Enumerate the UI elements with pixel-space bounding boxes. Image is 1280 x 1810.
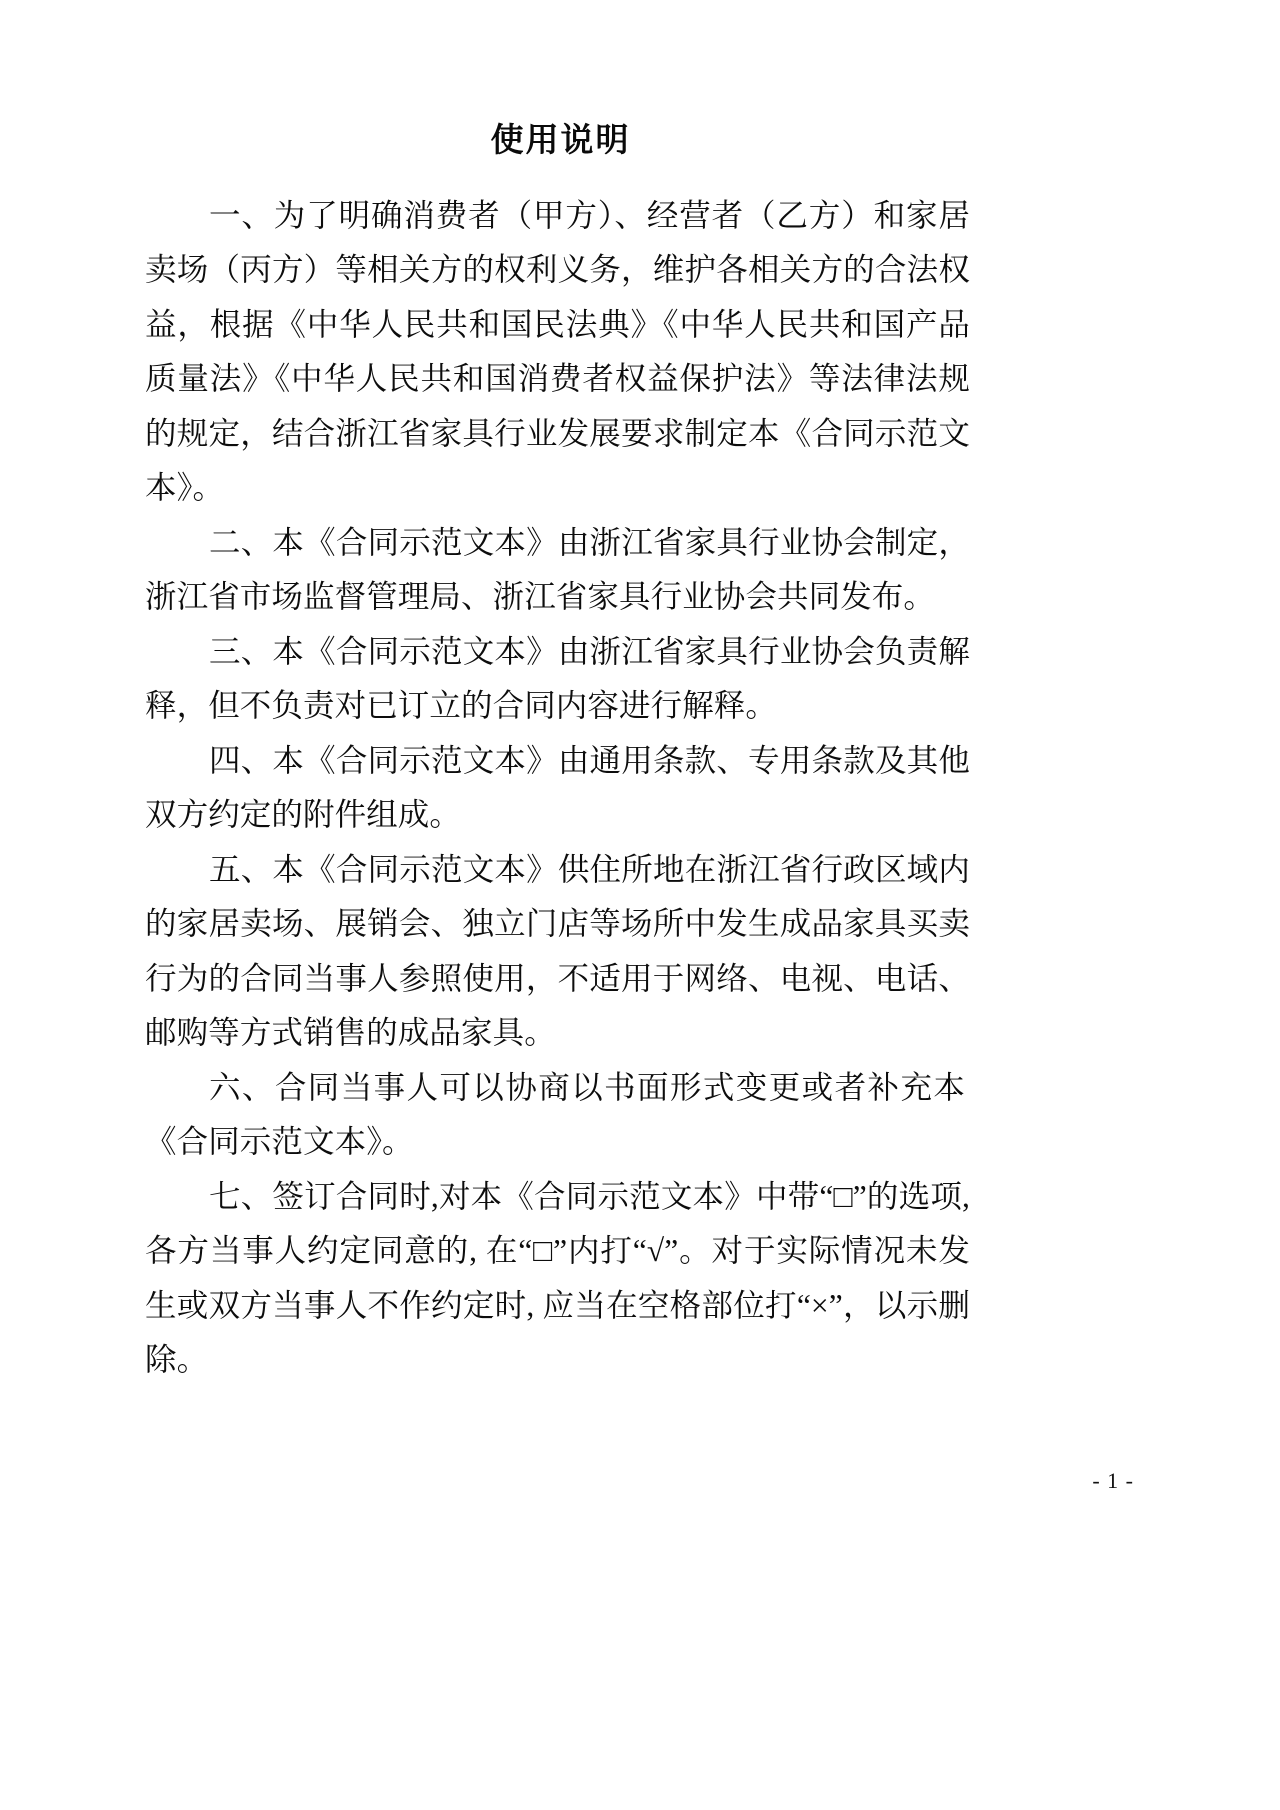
instruction-paragraph-3: 三、本《合同示范文本》由浙江省家具行业协会负责解释，但不负责对已订立的合同内容进行解释。 xyxy=(145,633,970,724)
instruction-paragraph-1: 一、为了明确消费者（甲方）、经营者（乙方）和家居卖场（丙方）等相关方的权利义务，维护各相关方的合法权益，根据《中华人民共和国民法典》《中华人民共和国产品质量法》《中华人民共和国消费者权益保护法》等法律法规的规定，结合浙江省家具行业发展要求制定本《合同示范文本》。 xyxy=(145,197,970,506)
instruction-paragraph-list xyxy=(145,189,970,1388)
instruction-paragraph-7: 七、签订合同时,对本《合同示范文本》中带“□”的选项, 各方当事人约定同意的, 在“□”内打“√”。对于实际情况未发生或双方当事人不作约定时, 应当在空格部位打“×”，以示删除。 xyxy=(145,1178,970,1378)
page-content xyxy=(145,118,970,1388)
instruction-paragraph-5: 五、本《合同示范文本》供住所地在浙江省行政区域内的家居卖场、展销会、独立门店等场所中发生成品家具买卖行为的合同当事人参照使用，不适用于网络、电视、电话、邮购等方式销售的成品家具。 xyxy=(145,851,970,1051)
page-title: 使用说明 xyxy=(490,121,631,158)
instruction-paragraph-2: 二、本《合同示范文本》由浙江省家具行业协会制定，浙江省市场监督管理局、浙江省家具行业协会共同发布。 xyxy=(145,524,970,615)
page-number: - 1 - xyxy=(1092,1468,1134,1493)
instruction-paragraph-6: 六、合同当事人可以协商以书面形式变更或者补充本《合同示范文本》。 xyxy=(145,1069,965,1160)
instruction-paragraph-4: 四、本《合同示范文本》由通用条款、专用条款及其他双方约定的附件组成。 xyxy=(145,742,970,833)
